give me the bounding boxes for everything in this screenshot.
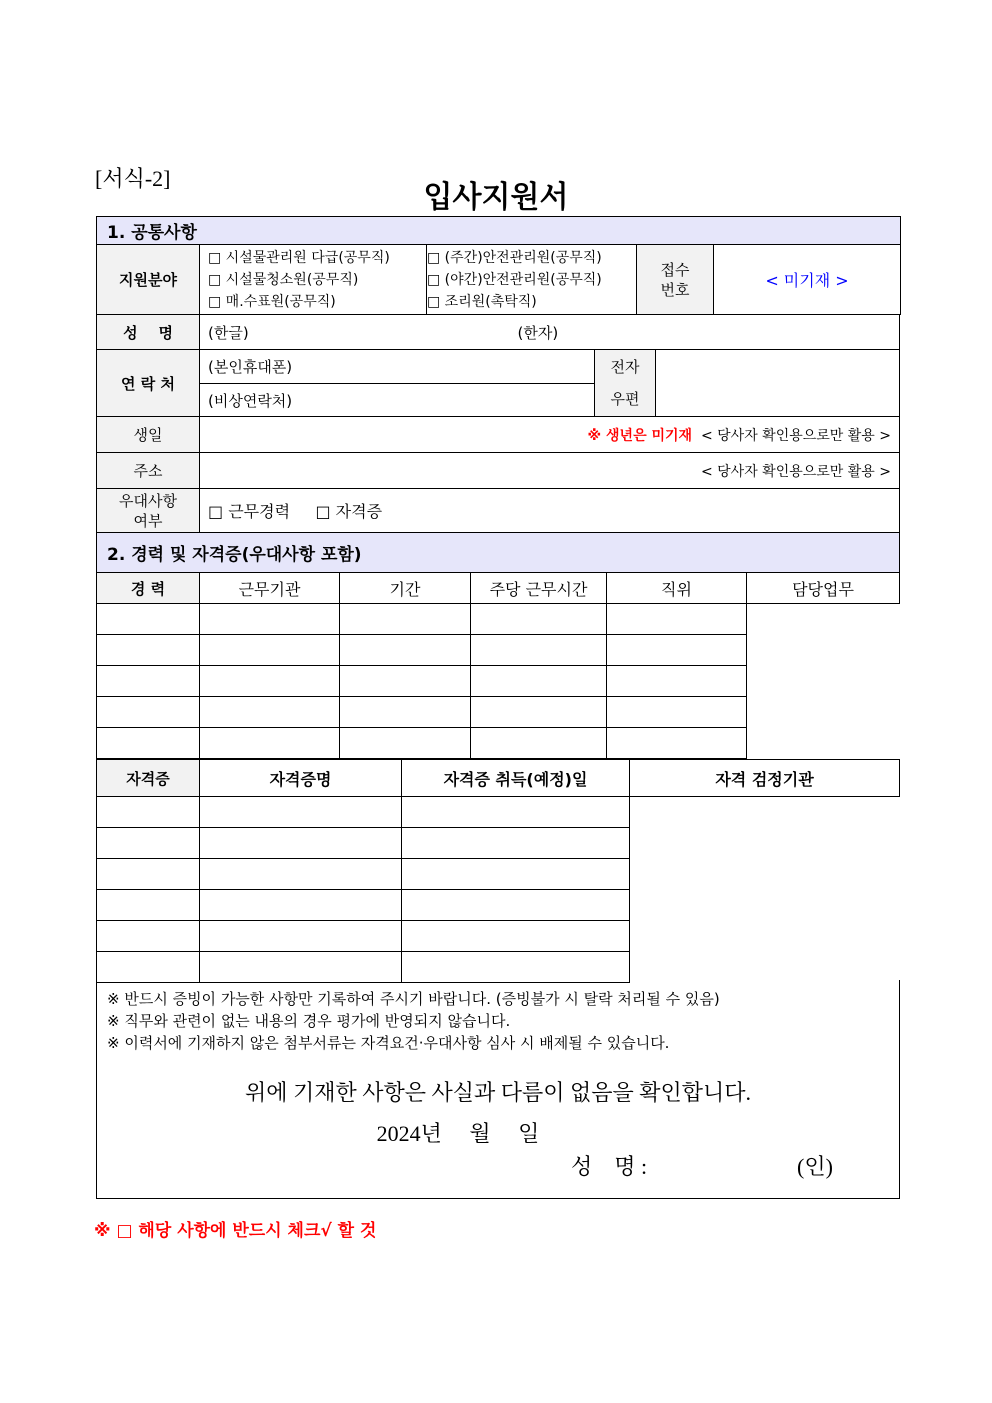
cert-header: 자격증명 (200, 760, 402, 797)
cert-row (97, 828, 900, 859)
career-cell[interactable] (97, 635, 200, 666)
career-cell[interactable] (200, 728, 340, 759)
cert-cell[interactable] (200, 890, 402, 921)
option-checkbox[interactable]: □ 시설물관리원 다급(공무직) (208, 249, 390, 266)
cert-cell[interactable] (402, 859, 630, 890)
career-cell[interactable] (340, 635, 471, 666)
cert-row (97, 921, 900, 952)
career-cell[interactable] (471, 697, 607, 728)
career-cell[interactable] (97, 728, 200, 759)
cert-cell[interactable] (200, 952, 402, 983)
career-cell[interactable] (200, 604, 340, 635)
career-cell[interactable] (97, 666, 200, 697)
cert-row (97, 797, 900, 828)
email-label: 전자 우편 (595, 350, 656, 417)
date-line[interactable]: 2024년 월 일 (376, 1121, 540, 1146)
cert-cell[interactable] (402, 890, 630, 921)
emergency-field[interactable]: (비상연락처) (200, 384, 595, 417)
career-row (97, 604, 900, 635)
career-cell[interactable] (471, 666, 607, 697)
career-cell[interactable] (340, 728, 471, 759)
notes-box (96, 980, 900, 1199)
contact-label: 연 락 처 (97, 350, 200, 417)
option-checkbox[interactable]: □ (야간)안전관리원(공무직) (427, 271, 602, 288)
career-cell[interactable] (200, 697, 340, 728)
receipt-label: 접수 번호 (637, 245, 714, 315)
cert-cell[interactable] (402, 921, 630, 952)
receipt-value: < 미기재 > (714, 245, 901, 315)
option-checkbox[interactable]: □ 조리원(촉탁직) (427, 293, 537, 310)
career-cell[interactable] (607, 604, 747, 635)
career-cell[interactable] (200, 666, 340, 697)
birth-label: 생일 (97, 417, 200, 453)
career-row (97, 728, 900, 759)
footer-note: ※ □ 해당 사항에 반드시 체크√ 할 것 (94, 1221, 377, 1241)
career-cell[interactable] (607, 635, 747, 666)
section1-heading: 1. 공통사항 (97, 217, 901, 245)
cert-cell[interactable] (402, 828, 630, 859)
birth-field[interactable] (200, 417, 900, 453)
option-checkbox[interactable]: □ (주간)안전관리원(공무직) (427, 249, 602, 266)
cert-cell[interactable] (200, 921, 402, 952)
career-cell[interactable] (97, 604, 200, 635)
note: ※ 반드시 증빙이 가능한 사항만 기록하여 주시기 바랍니다. (증빙불가 시 탈락 처리될 수 있음) (107, 990, 720, 1008)
career-table (96, 572, 900, 759)
cert-cell[interactable] (97, 797, 200, 828)
career-cell[interactable] (607, 728, 747, 759)
cert-cell[interactable] (97, 952, 200, 983)
cert-cell[interactable] (97, 859, 200, 890)
cert-label: 자격증 (97, 760, 200, 797)
mobile-field[interactable]: (본인휴대폰) (200, 350, 595, 384)
name-label: 성 명 (97, 315, 200, 350)
note: ※ 직무와 관련이 없는 내용의 경우 평가에 반영되지 않습니다. (107, 1012, 511, 1030)
career-cell[interactable] (200, 635, 340, 666)
common-info-table (96, 216, 901, 315)
personal-table (96, 416, 900, 573)
career-header: 주당 근무시간 (471, 573, 607, 604)
career-cell[interactable] (97, 697, 200, 728)
cert-cell[interactable] (200, 859, 402, 890)
cert-cell[interactable] (97, 890, 200, 921)
option-checkbox[interactable]: □ 매.수표원(공무직) (208, 293, 336, 310)
career-cell[interactable] (471, 728, 607, 759)
cert-header: 자격증 취득(예정)일 (402, 760, 630, 797)
career-row (97, 697, 900, 728)
cert-table (96, 759, 900, 983)
career-cell[interactable] (340, 697, 471, 728)
career-header: 근무기관 (200, 573, 340, 604)
career-cell[interactable] (340, 604, 471, 635)
career-cell[interactable] (607, 697, 747, 728)
preference-label: 우대사항 여부 (97, 489, 200, 533)
cert-cell[interactable] (200, 828, 402, 859)
name-hanja-field[interactable]: (한자) (510, 315, 900, 350)
cert-cell[interactable] (402, 797, 630, 828)
cert-header: 자격 검정기관 (630, 760, 900, 797)
cert-row (97, 890, 900, 921)
name-table (96, 314, 900, 350)
page-title: 입사지원서 (423, 180, 569, 215)
email-field[interactable] (656, 350, 900, 417)
signature-label: 성 명 : (571, 1154, 648, 1179)
career-cell[interactable] (340, 666, 471, 697)
note: ※ 이력서에 기재하지 않은 첨부서류는 자격요건·우대사항 심사 시 배제될 수 있습니다. (107, 1034, 670, 1052)
cert-row (97, 952, 900, 983)
birth-note-red: ※ 생년은 미기재 (587, 427, 693, 444)
career-row (97, 666, 900, 697)
address-field[interactable] (200, 453, 900, 489)
career-header: 담당업무 (747, 573, 900, 604)
career-row (97, 635, 900, 666)
cert-cell[interactable] (97, 828, 200, 859)
address-note: < 당사자 확인용으로만 활용 > (700, 463, 891, 480)
contact-table (96, 349, 900, 417)
birth-note: < 당사자 확인용으로만 활용 > (700, 427, 891, 444)
name-korean-field[interactable]: (한글) (200, 315, 510, 350)
address-label: 주소 (97, 453, 200, 489)
form-code: [서식-2] (95, 166, 171, 191)
section2-heading: 2. 경력 및 자격증(우대사항 포함) (97, 533, 900, 573)
cert-cell[interactable] (200, 797, 402, 828)
seal-mark[interactable]: (인) (797, 1154, 833, 1179)
field-label: 지원분야 (97, 245, 200, 315)
career-cell[interactable] (471, 635, 607, 666)
declaration: 위에 기재한 사항은 사실과 다름이 없음을 확인합니다. (244, 1080, 752, 1105)
preference-options[interactable]: □ 근무경력 □ 자격증 (200, 489, 900, 533)
option-checkbox[interactable]: □ 시설물청소원(공무직) (208, 271, 359, 288)
cert-row (97, 859, 900, 890)
career-label: 경 력 (97, 573, 200, 604)
career-header: 직위 (607, 573, 747, 604)
career-header: 기간 (340, 573, 471, 604)
career-cell[interactable] (471, 604, 607, 635)
cert-cell[interactable] (97, 921, 200, 952)
career-cell[interactable] (607, 666, 747, 697)
cert-cell[interactable] (402, 952, 630, 983)
